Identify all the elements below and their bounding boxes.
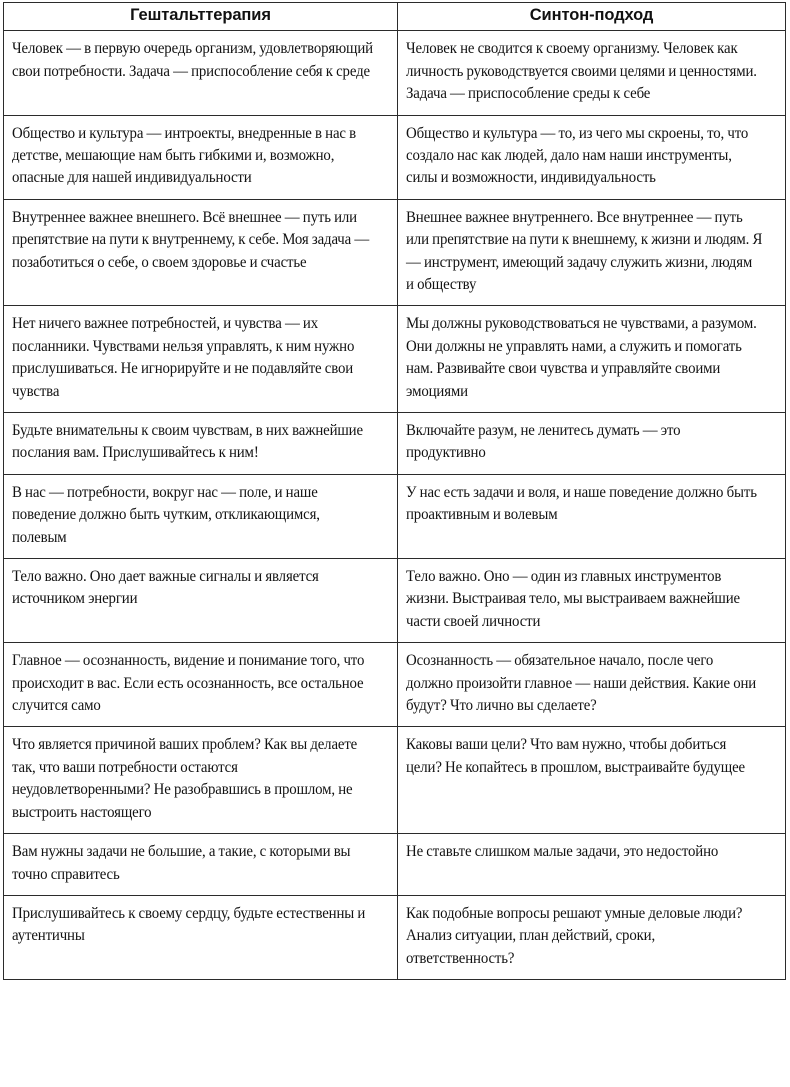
table-row [4, 199, 786, 306]
cell-text: Каковы ваши цели? Что вам нужно, чтобы добиться цели? Не копайтесь в прошлом, выстраивайте будущее [406, 736, 745, 776]
cell-synton [398, 306, 786, 413]
cell-text: Тело важно. Оно дает важные сигналы и является источником энергии [12, 568, 323, 608]
table-row [4, 115, 786, 199]
cell-synton [398, 895, 786, 979]
cell-text: Осознанность — обязательное начало, после чего должно произойти главное — наши действия. Какие они будут? Что лично вы сделаете? [406, 652, 760, 715]
cell-synton [398, 115, 786, 199]
table-body [4, 31, 786, 980]
table-row [4, 834, 786, 896]
table-row [4, 306, 786, 413]
cell-gestalt [4, 306, 398, 413]
cell-text: Не ставьте слишком малые задачи, это недостойно [406, 843, 719, 861]
cell-text: Как подобные вопросы решают умные деловые люди? Анализ ситуации, план действий, сроки, ответственность? [406, 904, 746, 967]
cell-synton [398, 199, 786, 306]
cell-gestalt [4, 643, 398, 727]
cell-gestalt [4, 559, 398, 643]
column-header-synton: Синтон-подход [398, 3, 786, 31]
table-row [4, 31, 786, 115]
table-header-row [4, 3, 786, 31]
cell-gestalt [4, 115, 398, 199]
table-header [4, 3, 786, 31]
cell-text: Тело важно. Оно — один из главных инструментов жизни. Выстраивая тело, мы выстраиваем важнейшие части своей личности [406, 568, 744, 630]
cell-text: Главное — осознанность, видение и понимание того, что происходит в вас. Если есть осознанность, все остальное случится само [12, 652, 368, 715]
cell-text: Включайте разум, не ленитесь думать — это продуктивно [406, 422, 684, 462]
cell-synton [398, 31, 786, 115]
cell-gestalt [4, 199, 398, 306]
cell-text: Вам нужны задачи не большие, а такие, с которыми вы точно справитесь [12, 843, 354, 883]
cell-synton [398, 643, 786, 727]
cell-text: Внутреннее важнее внешнего. Всё внешнее — путь или препятствие на пути к внутреннему, к себе. Моя задача — позаботиться о себе, о своем здоровье и счастье [12, 208, 373, 271]
cell-text: Человек не сводится к своему организму. Человек как личность руководствуется своими целями и ценностями. Задача — приспособление среды к себе [406, 40, 761, 103]
cell-synton [398, 559, 786, 643]
cell-synton [398, 474, 786, 558]
cell-gestalt [4, 834, 398, 896]
cell-text: Общество и культура — интроекты, внедренные в нас в детстве, мешающие нам быть гибкими и, возможно, опасные для нашей индивидуальности [12, 124, 360, 187]
cell-text: Общество и культура — то, из чего мы скроены, то, что создало нас как людей, дало нам наши инструменты, силы и возможности, индивидуальность [406, 124, 752, 187]
cell-synton [398, 834, 786, 896]
cell-gestalt [4, 895, 398, 979]
cell-text: Внешнее важнее внутреннего. Все внутреннее — путь или препятствие на пути к внешнему, к жизни и людям. Я — инструмент, имеющий задачу служить жизни, людям и обществу [406, 208, 766, 293]
cell-text: Нет ничего важнее потребностей, и чувства — их посланники. Чувствами нельзя управлять, к ним нужно прислушиваться. Не игнорируйте и не подавляйте свои чувства [12, 315, 358, 400]
cell-text: Что является причиной ваших проблем? Как вы делаете так, что ваши потребности остаются неудовлетворенными? Не разобравшись в прошлом, не выстроить настоящего [12, 736, 361, 821]
cell-text: Мы должны руководствоваться не чувствами, а разумом. Они должны не управлять нами, а служить и помогать нам. Развивайте свои чувства и управляйте своими эмоциями [406, 315, 760, 400]
cell-gestalt [4, 413, 398, 475]
table-row [4, 643, 786, 727]
cell-text: У нас есть задачи и воля, и наше поведение должно быть проактивным и волевым [406, 483, 761, 524]
table-row [4, 727, 786, 834]
cell-gestalt [4, 727, 398, 834]
cell-gestalt [4, 31, 398, 115]
table-row [4, 559, 786, 643]
cell-gestalt [4, 474, 398, 558]
cell-text: Человек — в первую очередь организм, удовлетворяющий свои потребности. Задача — приспособление себя к среде [12, 40, 377, 80]
cell-synton [398, 727, 786, 834]
column-header-gestalt: Гештальттерапия [4, 3, 398, 31]
cell-text: В нас — потребности, вокруг нас — поле, и наше поведение должно быть чутким, откликающимся, полевым [12, 483, 324, 546]
table-row [4, 413, 786, 475]
table-row [4, 474, 786, 558]
comparison-table [3, 2, 786, 980]
cell-text: Будьте внимательны к своим чувствам, в них важнейшие послания вам. Прислушивайтесь к ним! [12, 422, 367, 462]
cell-synton [398, 413, 786, 475]
table-row [4, 895, 786, 979]
cell-text: Прислушивайтесь к своему сердцу, будьте естественны и аутентичны [12, 904, 369, 945]
